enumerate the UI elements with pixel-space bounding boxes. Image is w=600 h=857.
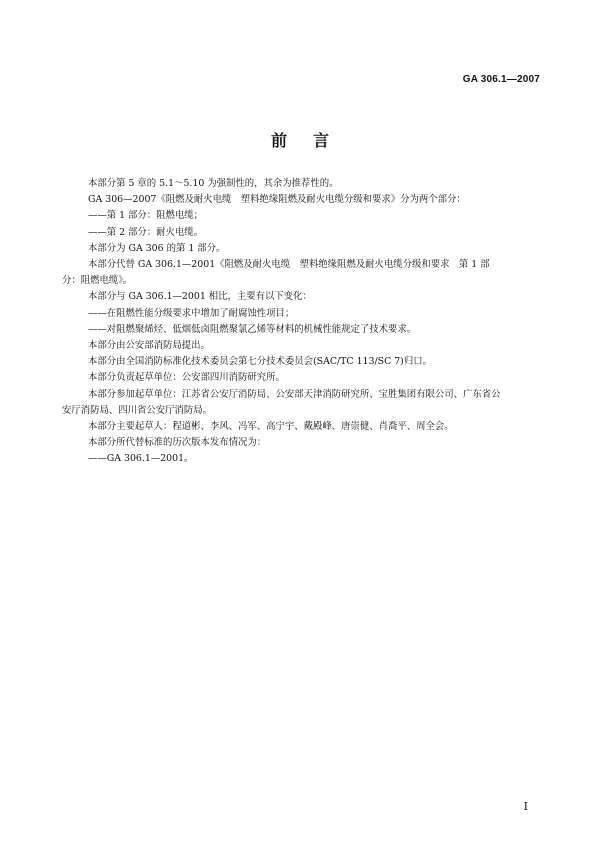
paragraph-9: ——对阻燃聚烯烃、低烟低卤阻燃聚氯乙烯等材料的机械性能规定了技术要求。	[88, 323, 417, 335]
paragraph-13-continuation: 安厅消防局、四川省公安厅消防局。	[62, 404, 213, 416]
paragraph-6: 本部分代替 GA 306.1—2001《阻燃及耐火电缆 塑料绝缘阻燃及耐火电缆分级和要求 第 1 部	[88, 259, 490, 271]
page-title-char-2: 言	[313, 131, 330, 150]
paragraph-11: 本部分由全国消防标准化技术委员会第七分技术委员会(SAC/TC 113/SC 7)归口。	[88, 356, 432, 368]
standard-code: GA 306.1—2007	[462, 74, 540, 85]
paragraph-10: 本部分由公安部消防局提出。	[88, 340, 210, 352]
paragraph-7: 本部分与 GA 306.1—2001 相比，主要有以下变化：	[88, 291, 312, 303]
paragraph-5: 本部分为 GA 306 的第 1 部分。	[88, 242, 226, 254]
paragraph-3: ——第 1 部分：阻燃电缆；	[88, 210, 204, 222]
paragraph-2: GA 306—2007《阻燃及耐火电缆 塑料绝缘阻燃及耐火电缆分级和要求》分为两个部分：	[88, 194, 466, 206]
paragraph-4: ——第 2 部分：耐火电缆。	[88, 226, 204, 238]
page-title	[0, 128, 600, 151]
paragraph-12: 本部分负责起草单位：公安部四川消防研究所。	[88, 372, 285, 384]
foreword-body	[62, 176, 544, 468]
paragraph-13: 本部分参加起草单位：江苏省公安厅消防局、公安部天津消防研究所、宝胜集团有限公司、广东省公	[88, 388, 501, 400]
paragraph-1: 本部分第 5 章的 5.1～5.10 为强制性的，其余为推荐性的。	[88, 178, 339, 189]
paragraph-6-continuation: 分：阻燃电缆》。	[62, 275, 133, 287]
paragraph-8: ——在阻燃性能分级要求中增加了耐腐蚀性项目；	[88, 307, 295, 319]
paragraph-15: 本部分所代替标准的历次版本发布情况为：	[88, 437, 267, 449]
paragraph-16: ——GA 306.1—2001。	[88, 453, 194, 465]
page-number: I	[523, 800, 528, 813]
paragraph-14: 本部分主要起草人：程道彬、李风、冯军、高宁宇、戴殿峰、唐崇健、肖喬平、周全会。	[88, 421, 454, 433]
page-title-char-1: 前	[270, 131, 287, 150]
